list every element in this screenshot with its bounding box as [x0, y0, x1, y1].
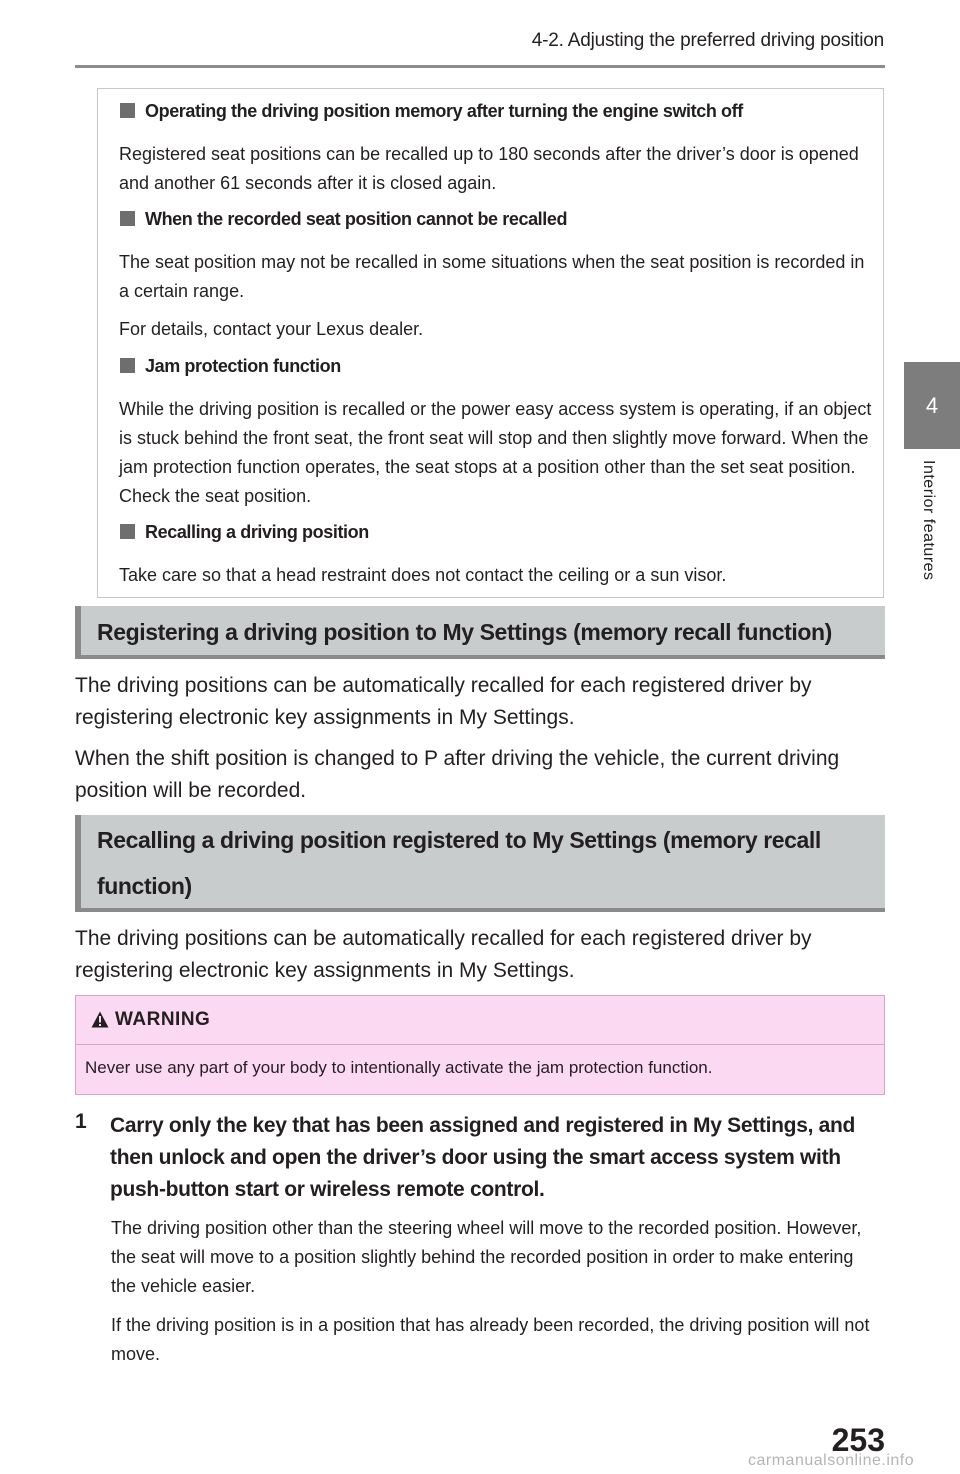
header-divider	[75, 65, 885, 68]
square-bullet-icon	[120, 211, 135, 226]
running-header: 4-2. Adjusting the preferred driving position	[531, 30, 884, 51]
step-number: 1	[75, 1110, 87, 1133]
warning-text: Never use any part of your body to intentionally activate the jam protection function.	[85, 1058, 713, 1077]
note-paragraph: Registered seat positions can be recalled up to 180 seconds after the driver’s door is opened and another 61 seconds after it is closed again.	[119, 144, 859, 193]
chapter-tab[interactable]: 4	[904, 362, 960, 449]
step-detail: If the driving position is in a position that has already been recorded, the driving position will not move.	[111, 1315, 870, 1364]
section-heading-line: Recalling a driving position registered to My Settings (memory recall	[97, 827, 821, 853]
warning-triangle-icon	[91, 1011, 109, 1028]
note-paragraph: While the driving position is recalled or the power easy access system is operating, if an object is stuck behind the front seat, the front seat will stop and then slightly move forward. When the jam protection function operates, the seat stops at a position other than the set seat position. Check the seat position.	[119, 399, 872, 506]
page-number: 253	[831, 1422, 885, 1458]
warning-box	[75, 995, 885, 1095]
warning-divider	[76, 1044, 884, 1045]
warning-title: WARNING	[91, 1009, 210, 1031]
section-heading: Registering a driving position to My Settings (memory recall function)	[75, 606, 885, 659]
square-bullet-icon	[120, 358, 135, 373]
body-paragraph: The driving positions can be automatically recalled for each registered driver by registering electronic key assignments in My Settings.	[75, 927, 812, 982]
note-paragraph: The seat position may not be recalled in some situations when the seat position is recorded in a certain range.	[119, 252, 865, 301]
note-paragraph: Take care so that a head restraint does not contact the ceiling or a sun visor.	[119, 565, 727, 585]
note-heading: Jam protection function	[120, 356, 341, 377]
square-bullet-icon	[120, 103, 135, 118]
step-detail: The driving position other than the steering wheel will move to the recorded position. However, the seat will move to a position slightly behind the recorded position in order to make entering the vehicle easier.	[111, 1218, 862, 1296]
section-heading-line: function)	[97, 873, 192, 899]
step-instruction: Carry only the key that has been assigned and registered in My Settings, and then unlock and open the driver’s door using the smart access system with push-button start or wireless remote control.	[110, 1114, 856, 1201]
body-paragraph: The driving positions can be automatically recalled for each registered driver by registering electronic key assignments in My Settings.	[75, 674, 812, 729]
square-bullet-icon	[120, 524, 135, 539]
note-heading: Operating the driving position memory after turning the engine switch off	[120, 101, 743, 122]
note-heading: When the recorded seat position cannot be recalled	[120, 209, 567, 230]
note-heading: Recalling a driving position	[120, 522, 369, 543]
body-paragraph: When the shift position is changed to P after driving the vehicle, the current driving position will be recorded.	[75, 747, 840, 802]
chapter-label: Interior features	[920, 460, 937, 581]
section-heading	[75, 815, 885, 912]
note-paragraph: For details, contact your Lexus dealer.	[119, 319, 424, 339]
watermark: carmanualsonline.info	[748, 1452, 915, 1469]
